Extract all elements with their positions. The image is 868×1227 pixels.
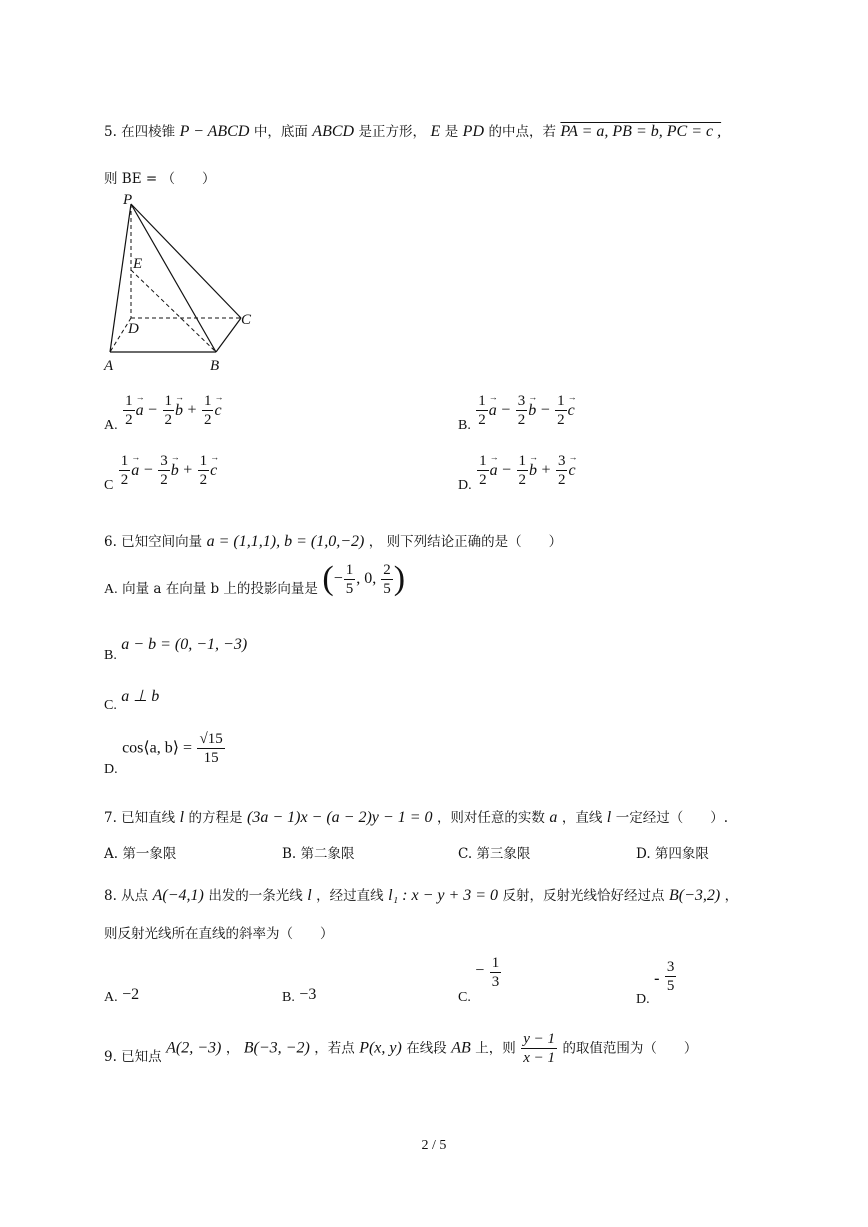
- den-3: 2: [203, 412, 212, 428]
- q7-text-3: ，直线: [561, 810, 603, 826]
- q8-option-a-value: −2: [122, 986, 140, 1003]
- q6-option-b-label: B.: [104, 648, 117, 663]
- q8-option-c[interactable]: [458, 955, 502, 1005]
- q7-line-l: l: [179, 809, 185, 826]
- den: x − 1: [523, 1050, 555, 1066]
- q7-text-1: 的方程是: [188, 810, 243, 826]
- q9-text-1: ，若点: [314, 1040, 355, 1057]
- den: 3: [491, 974, 500, 990]
- q6-option-a-text: 向量 a 在向量 b 上的投影向量是: [122, 581, 318, 597]
- q5-option-d-label: D.: [458, 477, 472, 493]
- q8-option-d-label: D.: [636, 991, 650, 1007]
- q5-point-e: E: [430, 123, 441, 140]
- sign-2: +: [183, 461, 193, 479]
- sign-1: −: [148, 401, 158, 419]
- q8-option-d-sign: -: [654, 969, 660, 987]
- q5-option-b[interactable]: B. $\frac{1}{2}$ → a − $\frac{3}{2}$ → b − $\frac{1}{2}$ → c: [458, 392, 575, 429]
- label-e: E: [133, 256, 143, 272]
- q8-option-b-value: −3: [299, 986, 317, 1003]
- q5-text-3: 是: [444, 124, 459, 140]
- q6-prefix: 6. 已知空间向量: [104, 534, 203, 550]
- den-2: 2: [160, 472, 168, 488]
- q5-option-b-label: B.: [458, 417, 471, 433]
- q7-suffix: 一定经过（ ）.: [615, 810, 728, 826]
- den-1: 2: [479, 472, 487, 488]
- q8-option-c-sign: −: [475, 961, 485, 979]
- sign-2: −: [540, 401, 550, 419]
- q8-text-2: ，经过直线: [316, 888, 384, 904]
- den-2: 5: [383, 580, 391, 597]
- den-3: 2: [199, 472, 208, 488]
- label-p: P: [123, 192, 133, 208]
- q8-point-b: B(−3,2): [668, 887, 721, 904]
- q5-pyramid: P − ABCD: [179, 123, 250, 140]
- den-2: 2: [164, 412, 173, 428]
- label-d: D: [128, 321, 139, 337]
- q9-point-a: A(2, −3): [166, 1039, 222, 1057]
- q6-option-d-label: D.: [104, 761, 118, 777]
- q5-pyramid-figure: [96, 190, 266, 375]
- q5-option-a[interactable]: A. $\frac{1}{2}$ → a − $\frac{1}{2}$ → b + $\frac{1}{2}$ → c: [104, 392, 222, 429]
- den-3: 2: [557, 472, 566, 488]
- coef-3: 3: [557, 453, 566, 469]
- q5-vectors: PA = a, PB = b, PC = c ,: [560, 123, 722, 140]
- coef-3: 1: [557, 393, 565, 409]
- den-3: 2: [557, 412, 565, 428]
- den-1: 5: [345, 580, 354, 597]
- label-b: B: [210, 358, 220, 374]
- edge-bc: [216, 318, 241, 352]
- edge-pb: [131, 204, 216, 352]
- q9-text-3: 上，则: [475, 1040, 516, 1057]
- q6-option-d[interactable]: [104, 730, 226, 777]
- q8-option-b[interactable]: [282, 986, 316, 1004]
- q8-line-l1: l₁ : x − y + 3 = 0: [388, 887, 499, 904]
- coef-2: 3: [160, 453, 168, 469]
- label-a: A: [104, 358, 114, 374]
- sign-1: −: [501, 401, 511, 419]
- minus: −: [333, 570, 343, 587]
- label-c: C: [241, 312, 252, 328]
- q6-stem: [104, 530, 562, 551]
- q8-option-d[interactable]: [636, 959, 677, 1007]
- coef-2: 1: [518, 453, 527, 469]
- q9-point-b: B(−3, −2): [243, 1039, 310, 1057]
- middle: , 0,: [356, 570, 381, 587]
- q6-option-d-text: cos⟨a, b⟩ =: [122, 739, 193, 757]
- num-1: 1: [345, 561, 354, 578]
- q7-option-d[interactable]: D. 第四象限: [636, 846, 709, 862]
- coef-3: 1: [203, 393, 212, 409]
- q6-suffix: ， 则下列结论正确的是（ ）: [368, 534, 563, 550]
- q5-text-4: 的中点，若: [488, 124, 556, 140]
- den-2: 2: [518, 472, 527, 488]
- coef-1: 1: [478, 393, 486, 409]
- num: 1: [491, 955, 500, 971]
- den-1: 2: [125, 412, 133, 428]
- sign-2: +: [541, 461, 551, 479]
- q7-option-c[interactable]: C. 第三象限: [458, 846, 531, 862]
- q8-option-c-label: C.: [458, 989, 471, 1005]
- den-1: 2: [120, 472, 129, 488]
- q6-vectors: a = (1,1,1), b = (1,0,−2): [206, 533, 365, 550]
- q5-base: ABCD: [312, 123, 355, 140]
- den-1: 2: [478, 412, 486, 428]
- q8-stem-line1: [104, 884, 738, 905]
- q8-option-a[interactable]: [104, 986, 139, 1004]
- q8-prefix: 8. 从点: [104, 888, 149, 904]
- q5-stem-line1: [104, 120, 721, 141]
- q5-option-c[interactable]: C $\frac{1}{2}$ → a − $\frac{3}{2}$ → b + $\frac{1}{2}$ → c: [104, 452, 217, 489]
- q8-point-a: A(−4,1): [152, 887, 204, 904]
- q9-point-p: P(x, y): [359, 1039, 402, 1057]
- q7-option-a[interactable]: A. 第一象限: [104, 846, 177, 862]
- q5-option-c-label: C: [104, 477, 114, 493]
- q6-option-a-value: (− $\frac{1}{5}$ , 0, $\frac{2}{5}$ ): [322, 560, 406, 597]
- q8-text-1: 出发的一条光线: [208, 888, 303, 904]
- den: 5: [666, 978, 675, 994]
- q6-option-a-label: A.: [104, 582, 118, 597]
- q5-option-d[interactable]: D. $\frac{1}{2}$ → a − $\frac{1}{2}$ → b + $\frac{3}{2}$ → c: [458, 452, 576, 489]
- num-2: 2: [383, 561, 391, 578]
- q8-stem-line2: 则反射光线所在直线的斜率为（ ）: [104, 926, 334, 942]
- q5-option-a-label: A.: [104, 417, 118, 433]
- q8-option-a-label: A.: [104, 990, 118, 1005]
- coef-1: 1: [125, 393, 133, 409]
- q7-prefix: 7. 已知直线: [104, 810, 176, 826]
- coef-3: 1: [199, 453, 208, 469]
- q5-segment-pd: PD: [462, 123, 484, 140]
- q5-text-2: 是正方形，: [358, 124, 427, 140]
- q6-option-b-text: a − b = (0, −1, −3): [121, 636, 248, 653]
- q8-option-b-label: B.: [282, 990, 295, 1005]
- num: √15: [199, 731, 223, 747]
- coef-1: 1: [479, 453, 487, 469]
- q5-prefix: 5. 在四棱锥: [104, 124, 176, 140]
- q9-segment-ab: AB: [451, 1039, 471, 1057]
- q9-prefix: 9. 已知点: [104, 1048, 162, 1065]
- q7-equation: (3a − 1)x − (a − 2)y − 1 = 0: [246, 809, 433, 826]
- q8-text-3: 反射，反射光线恰好经过点: [502, 888, 665, 904]
- num: y − 1: [523, 1031, 555, 1047]
- q8-line-l: l: [307, 887, 312, 904]
- q7-text-2: ，则对任意的实数: [436, 810, 545, 826]
- q6-option-c[interactable]: [104, 686, 160, 713]
- num: 3: [666, 959, 675, 975]
- q8-end: ，: [724, 888, 739, 904]
- den: 15: [203, 750, 219, 766]
- den-2: 2: [517, 412, 526, 428]
- q5-text-1: 中，底面: [253, 124, 308, 140]
- q9-text-2: 在线段: [406, 1040, 447, 1057]
- coef-2: 1: [164, 393, 173, 409]
- q7-var-a: a: [549, 809, 558, 826]
- q9-stem: [104, 1030, 697, 1067]
- q6-option-c-label: C.: [104, 698, 117, 713]
- q7-stem: [104, 806, 728, 827]
- page-number: 2 / 5: [421, 1138, 447, 1153]
- sign-1: −: [502, 461, 512, 479]
- coef-1: 1: [120, 453, 129, 469]
- sign-2: +: [187, 401, 197, 419]
- q6-option-a[interactable]: [104, 560, 406, 608]
- coef-2: 3: [517, 393, 526, 409]
- q6-option-c-text: a ⊥ b: [121, 688, 160, 705]
- q7-option-b[interactable]: B. 第二象限: [282, 846, 355, 862]
- q7-line-l2: l: [606, 809, 612, 826]
- q5-stem-line2: 则 BE = （ ）: [104, 171, 216, 187]
- q9-comma: ，: [225, 1040, 240, 1057]
- edge-eb: [131, 270, 216, 352]
- sign-1: −: [143, 461, 153, 479]
- q6-option-b[interactable]: [104, 636, 248, 663]
- q9-suffix: 的取值范围为（ ）: [562, 1040, 698, 1057]
